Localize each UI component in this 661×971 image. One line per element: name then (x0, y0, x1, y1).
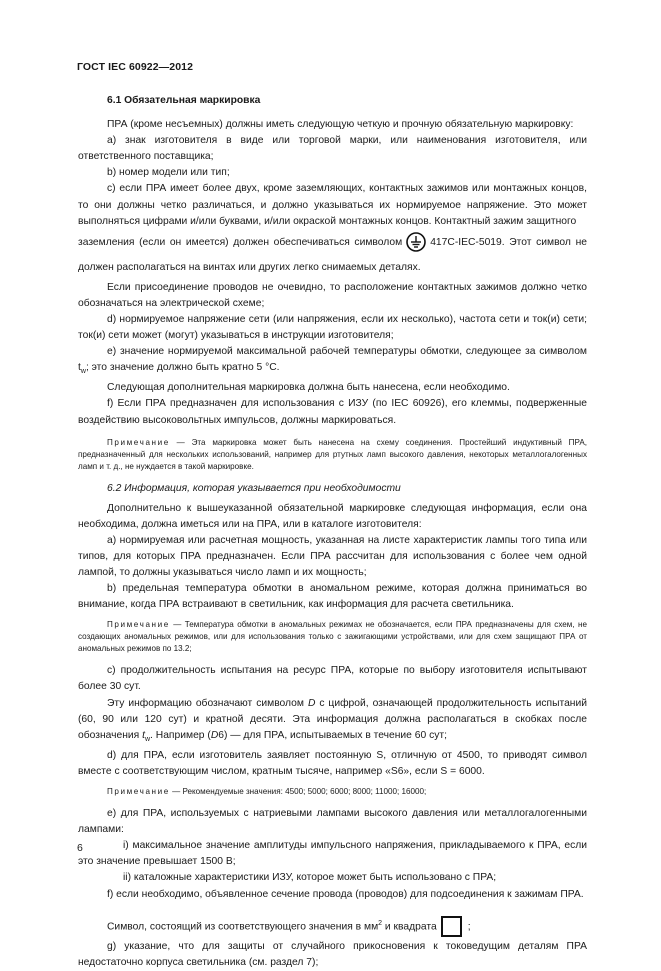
paragraph: Если присоединение проводов не очевидно, то расположение контактных зажимов должно четко обозначаться на электрической схеме; (78, 281, 587, 309)
list-item: g) указание, что для защиты от случайного прикосновения к токоведущим деталям ПРА недостаточно корпуса светильника (см. раздел 7); (78, 941, 587, 969)
note-label: Примечание (107, 787, 170, 797)
list-item: f) Если ПРА предназначен для использования с ИЗУ (по IEC 60926), его клеммы, подверженные воздействию высоковольтных импульсов, должны маркироваться. (78, 398, 587, 426)
list-item: e) для ПРА, используемых с натриевыми лампами высокого давления или металлогалогенными лампами: (78, 808, 587, 836)
sub-list-item: ii) каталожные характеристики ИЗУ, которое может быть использовано с ПРА; (123, 872, 497, 884)
note: Примечание — Рекомендуемые значения: 4500; 5000; 6000; 8000; 11000; 16000; (107, 787, 427, 797)
list-item: a) знак изготовителя в виде или торговой марки, или наименования изготовителя, или ответственного поставщика; (78, 135, 587, 163)
list-item: a) нормируемая или расчетная мощность, указанная на листе характеристик лампы того типа или типов, для которых ПРА предназначен. Если ПРА рассчитан для использования с более чем одной лампой, то должны указываться число ламп и их мощность; (78, 534, 587, 579)
list-item: d) для ПРА, если изготовитель заявляет постоянную S, отличную от 4500, то приводят символ вместе с соответствующим числом, кратным тысяче, например «S6», если S = 6000. (78, 749, 587, 777)
note-label: Примечание (107, 437, 170, 447)
paragraph: ПРА (кроме несъемных) должны иметь следующую четкую и прочную обязательную маркировку: (107, 119, 574, 131)
list-item: f) если необходимо, объявленное сечение провода (проводов) для подсоединения к зажимам ПРА. (107, 888, 584, 900)
list-item: c) если ПРА имеет более двух, кроме заземляющих, контактных зажимов или монтажных концов, то они должны четко различаться, и должно указываться их нормируемое напряжение. Это может выполняться цифрами и/или буквами, и/или окраской монтажных концов. Контактный зажим защитного (78, 183, 587, 227)
document-header: ГОСТ IEC 60922—2012 (77, 61, 194, 73)
sub-list-item: i) максимальное значение амплитуды импульсного напряжения, прикладываемого к ПРА, если это значение превышает 1500 В; (78, 840, 587, 868)
list-item: c) продолжительность испытания на ресурс ПРА, которые по выбору изготовителя испытывают более 30 сут. (78, 665, 587, 693)
page-number: 6 (77, 842, 83, 854)
paragraph: Эту информацию обозначают символом D с цифрой, означающей продолжительность испытаний (60, 90 или 120 сут) и кратной десяти. Эта информация должна располагаться в скобках после обозначения $t_w$. Например (D6) — для ПРА, испытываемых в течение 60 сут; (78, 697, 587, 743)
note-label: Примечание (107, 620, 170, 630)
square-symbol-icon (441, 916, 462, 937)
note: Примечание — Эта маркировка может быть нанесена на схему соединения. Простейший индуктивный ПРА, предназначенный для нескольких использований, например для ртутных ламп высокого давления, некоторых металлогалогенных ламп и т. д., не нуждается в такой маркировке. (78, 437, 587, 471)
document-body (78, 93, 587, 971)
paragraph: Дополнительно к вышеуказанной обязательной маркировке следующая информация, если она необходима, должна иметься или на ПРА, или в каталоге изготовителя: (78, 502, 587, 530)
list-item: b) номер модели или тип; (107, 167, 230, 179)
paragraph-ground-symbol: заземления (если он имеется) должен обеспечиваться символом 417C-IEC-5019. Этот символ не должен располагаться на винтах или других легко снимаемых деталях. (78, 230, 587, 280)
paragraph-square-symbol: Символ, состоящий из соответствующего значения в $мм^2$ и квадрата ; (78, 911, 587, 939)
list-item: b) предельная температура обмотки в аномальном режиме, которая должна приниматься во внимание, когда ПРА встраивают в светильник, как информация для расчета светильника. (78, 583, 587, 611)
paragraph: Следующая дополнительная маркировка должна быть нанесена, если необходимо. (107, 382, 510, 394)
list-item: d) нормируемое напряжение сети (или напряжения, если их несколько), частота сети и ток(и) сети; ток(и) сети может (могут) указываться в инструкции изготовителя; (78, 313, 587, 342)
note: Примечание — Температура обмотки в аномальных режимах не обозначается, если ПРА предназначены для схем, не создающих аномальных режимов, или для использования только с зажигающими устройствами, или для схем защищают ПРА от аномальных режимов по 13.2; (78, 620, 587, 654)
list-item: e) значение нормируемой максимальной рабочей температуры обмотки, следующее за символом $t_w$; это значение должно быть кратно 5 °C. (78, 346, 587, 376)
section-heading-6-1: 6.1 Обязательная маркировка (107, 95, 261, 106)
section-heading-6-2: 6.2 Информация, которая указывается при необходимости (107, 482, 401, 494)
protective-earth-icon (406, 232, 426, 252)
